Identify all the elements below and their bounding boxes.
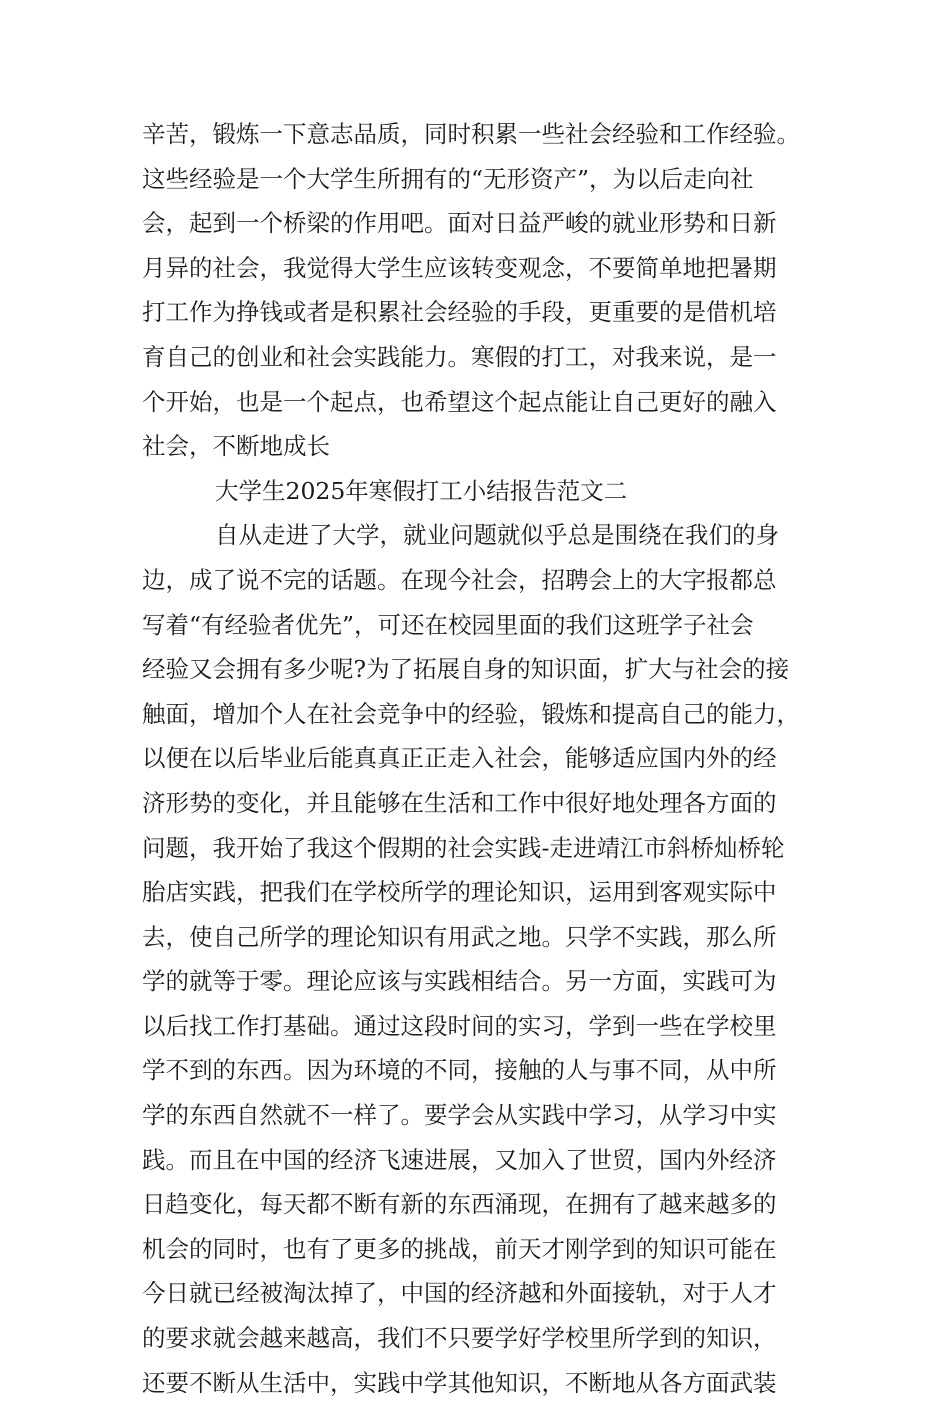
paragraph2-line: 经验又会拥有多少呢?为了拓展自身的知识面，扩大与社会的接 <box>142 655 790 684</box>
paragraph2-line: 边，成了说不完的话题。在现今社会，招聘会上的大字报都总 <box>142 565 777 594</box>
paragraph1-line: 月异的社会，我觉得大学生应该转变观念，不要简单地把暑期 <box>142 253 777 282</box>
paragraph2-line: 践。而且在中国的经济飞速进展，又加入了世贸，国内外经济 <box>142 1145 777 1174</box>
paragraph2-line: 的要求就会越来越高，我们不只要学好学校里所学到的知识， <box>142 1324 777 1353</box>
paragraph1-line: 会，起到一个桥梁的作用吧。面对日益严峻的就业形势和日新 <box>142 209 777 238</box>
paragraph1-line: 个开始，也是一个起点，也希望这个起点能让自己更好的融入 <box>142 387 777 416</box>
paragraph1-line: 这些经验是一个大学生所拥有的“无形资产”，为以后走向社 <box>142 164 754 193</box>
paragraph2-line: 以后找工作打基础。通过这段时间的实习，学到一些在学校里 <box>142 1011 777 1040</box>
paragraph1-line: 社会，不断地成长 <box>142 432 330 461</box>
paragraph2-line: 问题，我开始了我这个假期的社会实践-走进靖江市斜桥灿桥轮 <box>142 833 785 862</box>
paragraph2-line: 济形势的变化，并且能够在生活和工作中很好地处理各方面的 <box>142 788 777 817</box>
paragraph2-line: 胎店实践，把我们在学校所学的理论知识，运用到客观实际中 <box>142 878 777 907</box>
paragraph2-line: 日趋变化，每天都不断有新的东西涌现，在拥有了越来越多的 <box>142 1190 777 1219</box>
paragraph2-line: 学的就等于零。理论应该与实践相结合。另一方面，实践可为 <box>142 967 777 996</box>
paragraph2-line: 触面，增加个人在社会竞争中的经验，锻炼和提高自己的能力， <box>142 699 800 728</box>
paragraph2-line: 今日就已经被淘汰掉了，中国的经济越和外面接轨，对于人才 <box>142 1279 777 1308</box>
document-body <box>142 112 822 1405</box>
paragraph1-line: 辛苦，锻炼一下意志品质，同时积累一些社会经验和工作经验。 <box>142 120 800 148</box>
paragraph2-line: 以便在以后毕业后能真真正正走入社会，能够适应国内外的经 <box>142 744 777 773</box>
paragraph2-line: 写着“有经验者优先”，可还在校园里面的我们这班学子社会 <box>142 610 754 639</box>
paragraph2-line: 学不到的东西。因为环境的不同，接触的人与事不同，从中所 <box>142 1056 777 1085</box>
section-title: 大学生2025年寒假打工小结报告范文二 <box>215 476 628 505</box>
paragraph1-line: 育自己的创业和社会实践能力。寒假的打工，对我来说，是一 <box>142 342 777 371</box>
paragraph2-line: 还要不断从生活中，实践中学其他知识，不断地从各方面武装 <box>142 1368 777 1397</box>
paragraph2-line: 去，使自己所学的理论知识有用武之地。只学不实践，那么所 <box>142 922 777 951</box>
paragraph2-line: 自从走进了大学，就业问题就似乎总是围绕在我们的身 <box>215 521 779 550</box>
paragraph1-line: 打工作为挣钱或者是积累社会经验的手段，更重要的是借机培 <box>142 298 777 327</box>
paragraph2-line: 机会的同时，也有了更多的挑战，前天才刚学到的知识可能在 <box>142 1234 777 1263</box>
paragraph2-line: 学的东西自然就不一样了。要学会从实践中学习，从学习中实 <box>142 1101 777 1130</box>
